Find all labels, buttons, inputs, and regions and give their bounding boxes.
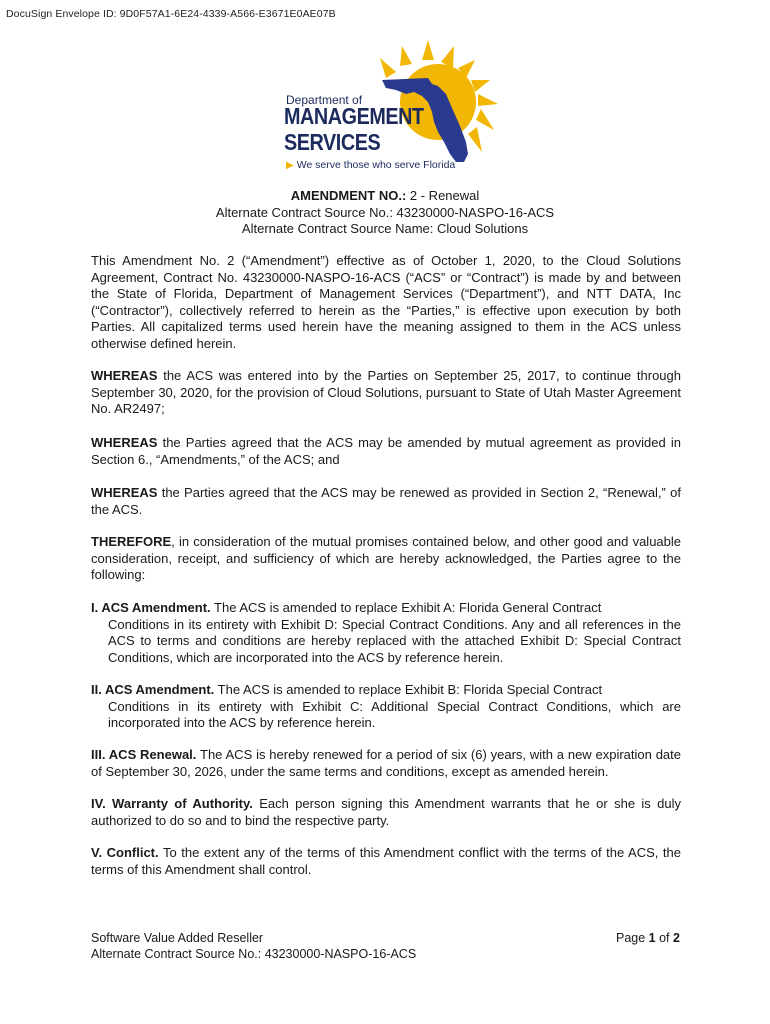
play-triangle-icon: ▶	[286, 160, 294, 171]
logo-department-text: Department of	[286, 93, 363, 107]
alt-contract-source-no: Alternate Contract Source No.: 43230000-NASPO-16-ACS	[215, 205, 555, 220]
logo-services-text: SERVICES	[284, 129, 381, 155]
section-ii-body: Conditions in its entirety with Exhibit C: Additional Special Contract Conditions, which are incorporated into the ACS by reference herein.	[108, 698, 681, 730]
section-ii	[91, 682, 681, 732]
whereas-paragraph-3: WHEREAS the Parties agreed that the ACS may be renewed as provided in Section 2, “Renewal,” of the ACS.	[91, 485, 681, 517]
tagline-text: We serve those who serve Florida	[296, 159, 456, 171]
page-number: Page 1 of 2	[616, 931, 680, 945]
amendment-title	[0, 188, 770, 204]
dms-logo	[278, 38, 500, 180]
section-iii: III. ACS Renewal. The ACS is hereby renewed for a period of six (6) years, with a new expiration date of September 30, 2026, under the same terms and conditions, except as amended herein.	[91, 747, 681, 779]
footer-left	[91, 930, 416, 962]
section-ii-first-line: II. ACS Amendment. The ACS is amended to replace Exhibit B: Florida Special Contract	[91, 682, 603, 697]
docusign-envelope-id: DocuSign Envelope ID: 9D0F57A1-6E24-4339-A566-E3671E0AE07B	[6, 8, 336, 20]
whereas-paragraph-1: WHEREAS the ACS was entered into by the Parties on September 25, 2017, to continue through September 30, 2020, for the provision of Cloud Solutions, pursuant to State of Utah Master Agreement No. AR2497;	[91, 368, 681, 416]
intro-paragraph: This Amendment No. 2 (“Amendment”) effective as of October 1, 2020, to the Cloud Solutions Agreement, Contract No. 43230000-NASPO-16-ACS (“ACS” or “Contract”) is made by and between the State of Florida, Department of Management Services (“Department”), and NTT DATA, Inc (“Contractor”), collectively referred to herein as the “Parties,” is effective upon execution by both Parties. All capitalized terms used herein have the meaning assigned to them in the ACS unless otherwise defined herein.	[91, 253, 681, 351]
section-i	[91, 600, 681, 666]
amendment-value: 2 - Renewal	[406, 188, 480, 203]
section-iv: IV. Warranty of Authority. Each person signing this Amendment warrants that he or she is duly authorized to do so and to bind the respective party.	[91, 796, 681, 828]
therefore-paragraph: THEREFORE, in consideration of the mutual promises contained below, and other good and valuable consideration, receipt, and sufficiency of which are hereby acknowledged, the Parties agree to the following:	[91, 534, 681, 582]
footer-source-no: Alternate Contract Source No.: 43230000-NASPO-16-ACS	[91, 947, 417, 961]
section-i-first-line: I. ACS Amendment. The ACS is amended to replace Exhibit A: Florida General Contract	[91, 600, 602, 615]
amendment-label: AMENDMENT NO.:	[290, 188, 407, 203]
whereas-paragraph-2: WHEREAS the Parties agreed that the ACS may be amended by mutual agreement as provided in Section 6., “Amendments,” of the ACS; and	[91, 435, 681, 467]
logo-management-text: MANAGEMENT	[284, 103, 424, 129]
footer-reseller: Software Value Added Reseller	[91, 931, 264, 945]
logo-tagline	[286, 159, 455, 171]
section-v: V. Conflict. To the extent any of the terms of this Amendment conflict with the terms of the ACS, the terms of this Amendment shall control.	[91, 845, 681, 877]
alt-contract-source-name: Alternate Contract Source Name: Cloud Solutions	[241, 221, 529, 236]
section-i-body: Conditions in its entirety with Exhibit D: Special Contract Conditions. Any and all references in the ACS to terms and conditions are hereby replaced with the attached Exhibit D: Special Contract Conditions, which are incorporated into the ACS by reference herein.	[108, 616, 681, 665]
